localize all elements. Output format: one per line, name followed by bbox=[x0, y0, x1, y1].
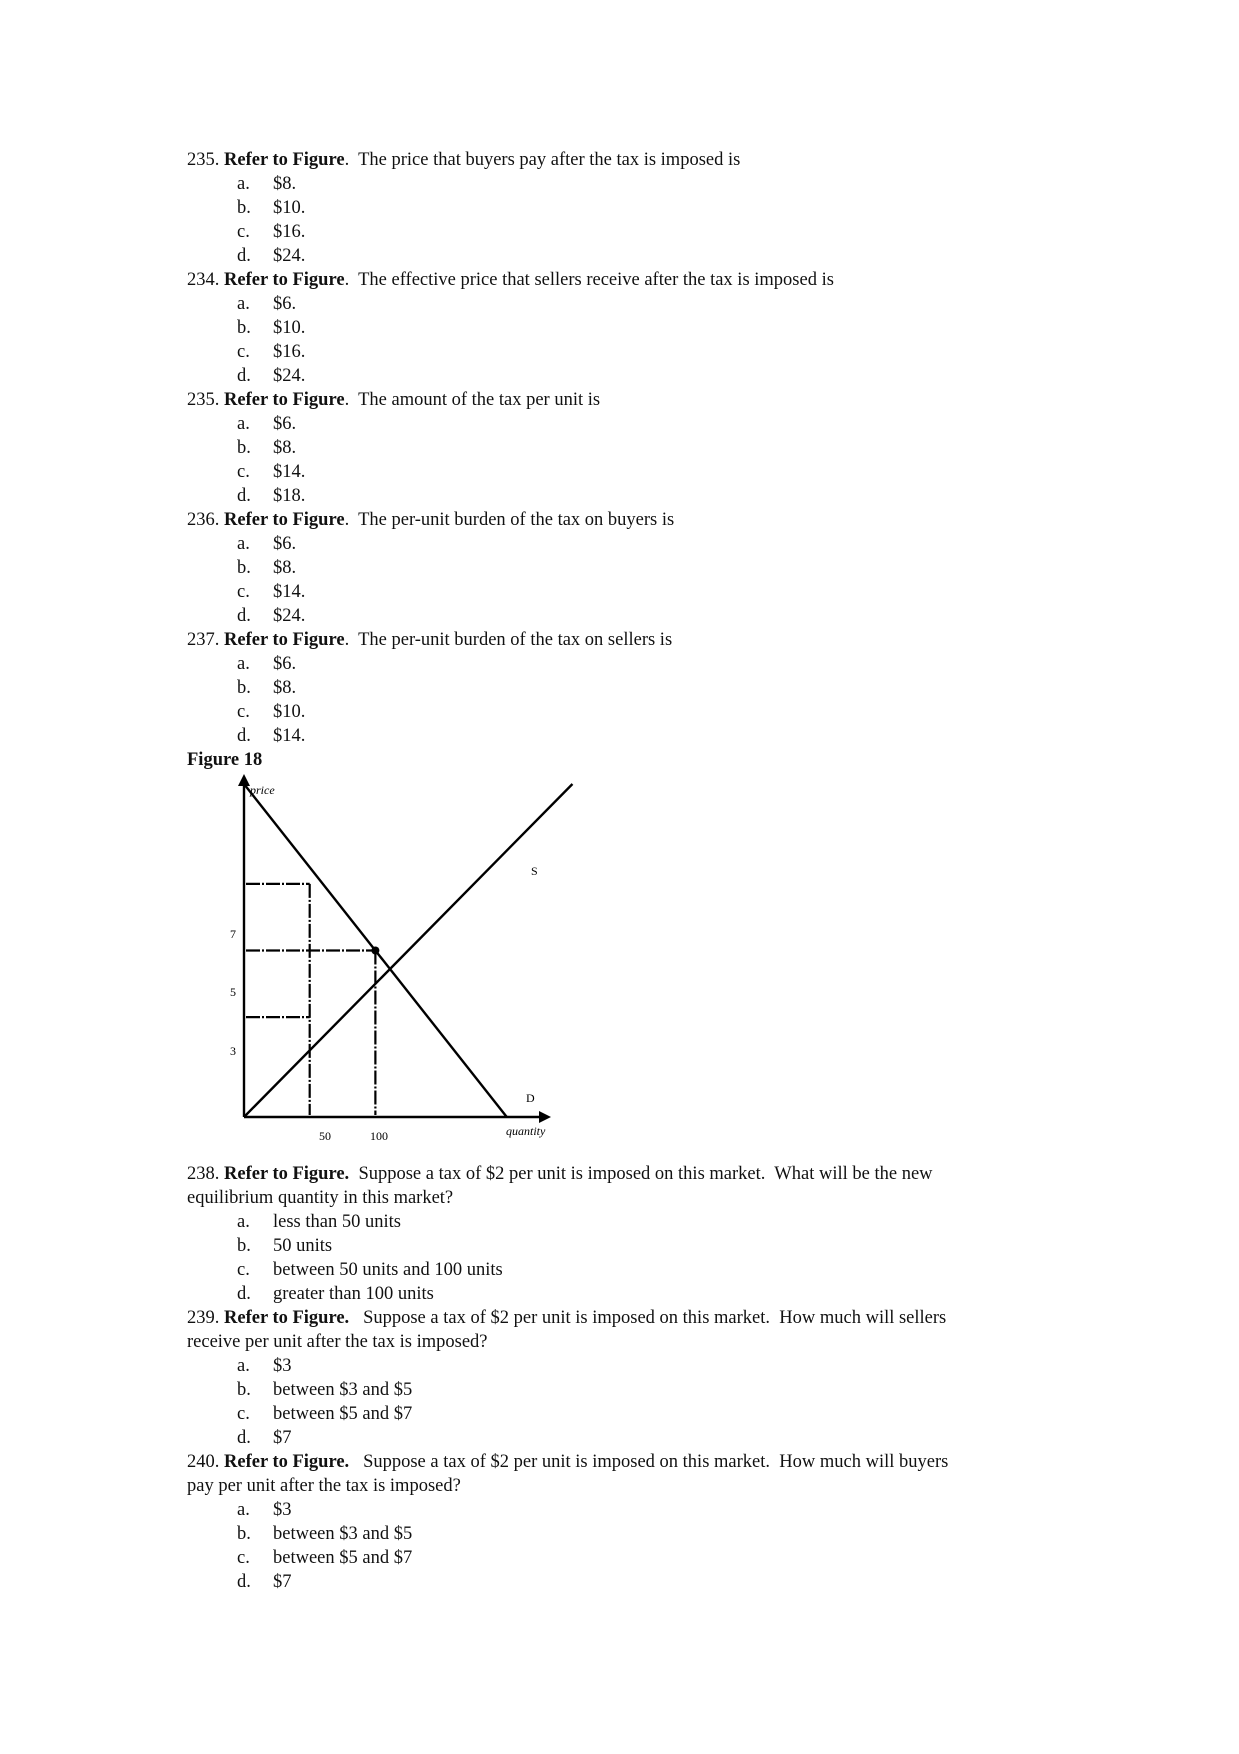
option-letter: c. bbox=[237, 222, 250, 242]
question-block bbox=[187, 268, 1087, 388]
question-text-continued: equilibrium quantity in this market? bbox=[187, 1188, 454, 1208]
option-text: $18. bbox=[273, 486, 306, 506]
answer-option bbox=[187, 172, 1087, 196]
question-stem bbox=[187, 1450, 1087, 1474]
option-text: $6. bbox=[273, 534, 297, 554]
question-block bbox=[187, 628, 1087, 748]
answer-option bbox=[187, 1210, 1087, 1234]
page-content bbox=[187, 148, 1087, 1594]
option-letter: a. bbox=[237, 1356, 250, 1376]
answer-option bbox=[187, 1426, 1087, 1450]
option-text: $8. bbox=[273, 174, 297, 194]
option-letter: d. bbox=[237, 1428, 251, 1448]
option-text: $10. bbox=[273, 198, 306, 218]
answer-option bbox=[187, 196, 1087, 220]
option-text: less than 50 units bbox=[273, 1212, 401, 1232]
question-text: . The per-unit burden of the tax on buyers is bbox=[344, 510, 675, 530]
supply-label: S bbox=[531, 864, 538, 878]
answer-option bbox=[187, 652, 1087, 676]
question-stem bbox=[187, 1306, 1087, 1330]
answer-option bbox=[187, 1522, 1087, 1546]
answer-option bbox=[187, 484, 1087, 508]
option-text: 50 units bbox=[273, 1236, 333, 1256]
question-ref: Refer to Figure. bbox=[224, 1308, 350, 1328]
question-stem bbox=[187, 268, 1087, 292]
question-text: . The effective price that sellers receive after the tax is imposed is bbox=[344, 270, 834, 290]
chart-svg bbox=[187, 772, 607, 1152]
answer-option bbox=[187, 316, 1087, 340]
y-tick-label: 3 bbox=[230, 1044, 236, 1058]
option-letter: b. bbox=[237, 1380, 251, 1400]
option-text: $24. bbox=[273, 366, 306, 386]
option-letter: b. bbox=[237, 198, 251, 218]
option-letter: a. bbox=[237, 534, 250, 554]
question-ref: Refer to Figure. bbox=[224, 1452, 350, 1472]
option-text: $7 bbox=[273, 1572, 292, 1592]
answer-option bbox=[187, 676, 1087, 700]
option-text: $14. bbox=[273, 726, 306, 746]
option-letter: b. bbox=[237, 678, 251, 698]
x-tick-label: 50 bbox=[319, 1129, 331, 1143]
answer-option bbox=[187, 292, 1087, 316]
question-number: 240. bbox=[187, 1452, 220, 1472]
option-letter: c. bbox=[237, 342, 250, 362]
question-number: 236. bbox=[187, 510, 220, 530]
option-text: $6. bbox=[273, 414, 297, 434]
y-axis-label: price bbox=[250, 783, 275, 797]
answer-option bbox=[187, 1354, 1087, 1378]
answer-option bbox=[187, 604, 1087, 628]
option-text: $6. bbox=[273, 654, 297, 674]
answer-option bbox=[187, 340, 1087, 364]
option-text: $14. bbox=[273, 582, 306, 602]
option-text: $10. bbox=[273, 702, 306, 722]
question-ref: Refer to Figure bbox=[224, 630, 345, 650]
option-text: $16. bbox=[273, 222, 306, 242]
answer-option bbox=[187, 580, 1087, 604]
question-ref: Refer to Figure bbox=[224, 510, 345, 530]
answer-option bbox=[187, 1378, 1087, 1402]
option-text: $7 bbox=[273, 1428, 292, 1448]
question-ref: Refer to Figure bbox=[224, 270, 345, 290]
question-stem bbox=[187, 628, 1087, 652]
answer-option bbox=[187, 1498, 1087, 1522]
option-text: $8. bbox=[273, 678, 297, 698]
option-letter: a. bbox=[237, 414, 250, 434]
option-letter: c. bbox=[237, 1260, 250, 1280]
question-block bbox=[187, 508, 1087, 628]
question-number: 239. bbox=[187, 1308, 220, 1328]
question-number: 235. bbox=[187, 390, 220, 410]
x-tick-label: 100 bbox=[370, 1129, 388, 1143]
answer-option bbox=[187, 1258, 1087, 1282]
option-text: between $3 and $5 bbox=[273, 1380, 413, 1400]
option-text: between $5 and $7 bbox=[273, 1548, 413, 1568]
option-letter: b. bbox=[237, 1524, 251, 1544]
option-letter: c. bbox=[237, 1548, 250, 1568]
option-text: greater than 100 units bbox=[273, 1284, 434, 1304]
question-text: Suppose a tax of $2 per unit is imposed on this market. What will be the new bbox=[349, 1164, 933, 1184]
answer-option bbox=[187, 1570, 1087, 1594]
answer-option bbox=[187, 436, 1087, 460]
answer-option bbox=[187, 220, 1087, 244]
question-number: 235. bbox=[187, 150, 220, 170]
question-block bbox=[187, 1162, 1087, 1306]
option-letter: d. bbox=[237, 486, 251, 506]
option-letter: b. bbox=[237, 438, 251, 458]
option-letter: d. bbox=[237, 246, 251, 266]
question-block bbox=[187, 1306, 1087, 1450]
question-text: Suppose a tax of $2 per unit is imposed on this market. How much will sellers bbox=[349, 1308, 947, 1328]
question-text: . The per-unit burden of the tax on sellers is bbox=[344, 630, 673, 650]
option-letter: a. bbox=[237, 1500, 250, 1520]
question-text: . The price that buyers pay after the tax is imposed is bbox=[344, 150, 741, 170]
answer-option bbox=[187, 1234, 1087, 1258]
option-letter: d. bbox=[237, 1284, 251, 1304]
supply-demand-figure bbox=[187, 772, 607, 1152]
x-axis-arrow bbox=[539, 1111, 551, 1123]
option-text: between $5 and $7 bbox=[273, 1404, 413, 1424]
question-number: 238. bbox=[187, 1164, 220, 1184]
question-stem bbox=[187, 508, 1087, 532]
question-block bbox=[187, 1450, 1087, 1594]
answer-option bbox=[187, 1546, 1087, 1570]
question-text-continued: pay per unit after the tax is imposed? bbox=[187, 1476, 461, 1496]
question-stem bbox=[187, 148, 1087, 172]
option-letter: a. bbox=[237, 294, 250, 314]
question-number: 237. bbox=[187, 630, 220, 650]
answer-option bbox=[187, 700, 1087, 724]
question-ref: Refer to Figure bbox=[224, 150, 345, 170]
figure-title: Figure 18 bbox=[187, 750, 263, 770]
question-stem bbox=[187, 388, 1087, 412]
option-letter: a. bbox=[237, 1212, 250, 1232]
x-axis-label: quantity bbox=[506, 1124, 546, 1138]
equilibrium-point bbox=[371, 947, 379, 955]
option-text: $8. bbox=[273, 438, 297, 458]
question-text: Suppose a tax of $2 per unit is imposed on this market. How much will buyers bbox=[349, 1452, 949, 1472]
option-text: $24. bbox=[273, 246, 306, 266]
answer-option bbox=[187, 412, 1087, 436]
option-text: $8. bbox=[273, 558, 297, 578]
answer-option bbox=[187, 724, 1087, 748]
answer-option bbox=[187, 460, 1087, 484]
answer-option bbox=[187, 532, 1087, 556]
option-text: $10. bbox=[273, 318, 306, 338]
option-letter: c. bbox=[237, 1404, 250, 1424]
y-tick-label: 5 bbox=[230, 985, 236, 999]
option-letter: a. bbox=[237, 174, 250, 194]
option-letter: d. bbox=[237, 726, 251, 746]
question-text: . The amount of the tax per unit is bbox=[344, 390, 601, 410]
question-block bbox=[187, 148, 1087, 268]
y-tick-label: 7 bbox=[230, 927, 236, 941]
option-text: between $3 and $5 bbox=[273, 1524, 413, 1544]
option-letter: c. bbox=[237, 582, 250, 602]
option-letter: c. bbox=[237, 462, 250, 482]
option-text: $3 bbox=[273, 1500, 292, 1520]
option-text: $3 bbox=[273, 1356, 292, 1376]
option-letter: d. bbox=[237, 366, 251, 386]
option-letter: b. bbox=[237, 1236, 251, 1256]
option-letter: d. bbox=[237, 1572, 251, 1592]
option-text: $14. bbox=[273, 462, 306, 482]
answer-option bbox=[187, 364, 1087, 388]
option-letter: d. bbox=[237, 606, 251, 626]
question-text-continued: receive per unit after the tax is imposed? bbox=[187, 1332, 488, 1352]
answer-option bbox=[187, 556, 1087, 580]
option-letter: c. bbox=[237, 702, 250, 722]
question-ref: Refer to Figure. bbox=[224, 1164, 350, 1184]
question-number: 234. bbox=[187, 270, 220, 290]
answer-option bbox=[187, 1282, 1087, 1306]
question-ref: Refer to Figure bbox=[224, 390, 345, 410]
option-letter: b. bbox=[237, 558, 251, 578]
option-letter: b. bbox=[237, 318, 251, 338]
answer-option bbox=[187, 244, 1087, 268]
option-text: between 50 units and 100 units bbox=[273, 1260, 503, 1280]
option-letter: a. bbox=[237, 654, 250, 674]
question-stem bbox=[187, 1162, 1087, 1186]
option-text: $6. bbox=[273, 294, 297, 314]
answer-option bbox=[187, 1402, 1087, 1426]
question-block bbox=[187, 388, 1087, 508]
option-text: $16. bbox=[273, 342, 306, 362]
option-text: $24. bbox=[273, 606, 306, 626]
demand-label: D bbox=[526, 1091, 535, 1105]
